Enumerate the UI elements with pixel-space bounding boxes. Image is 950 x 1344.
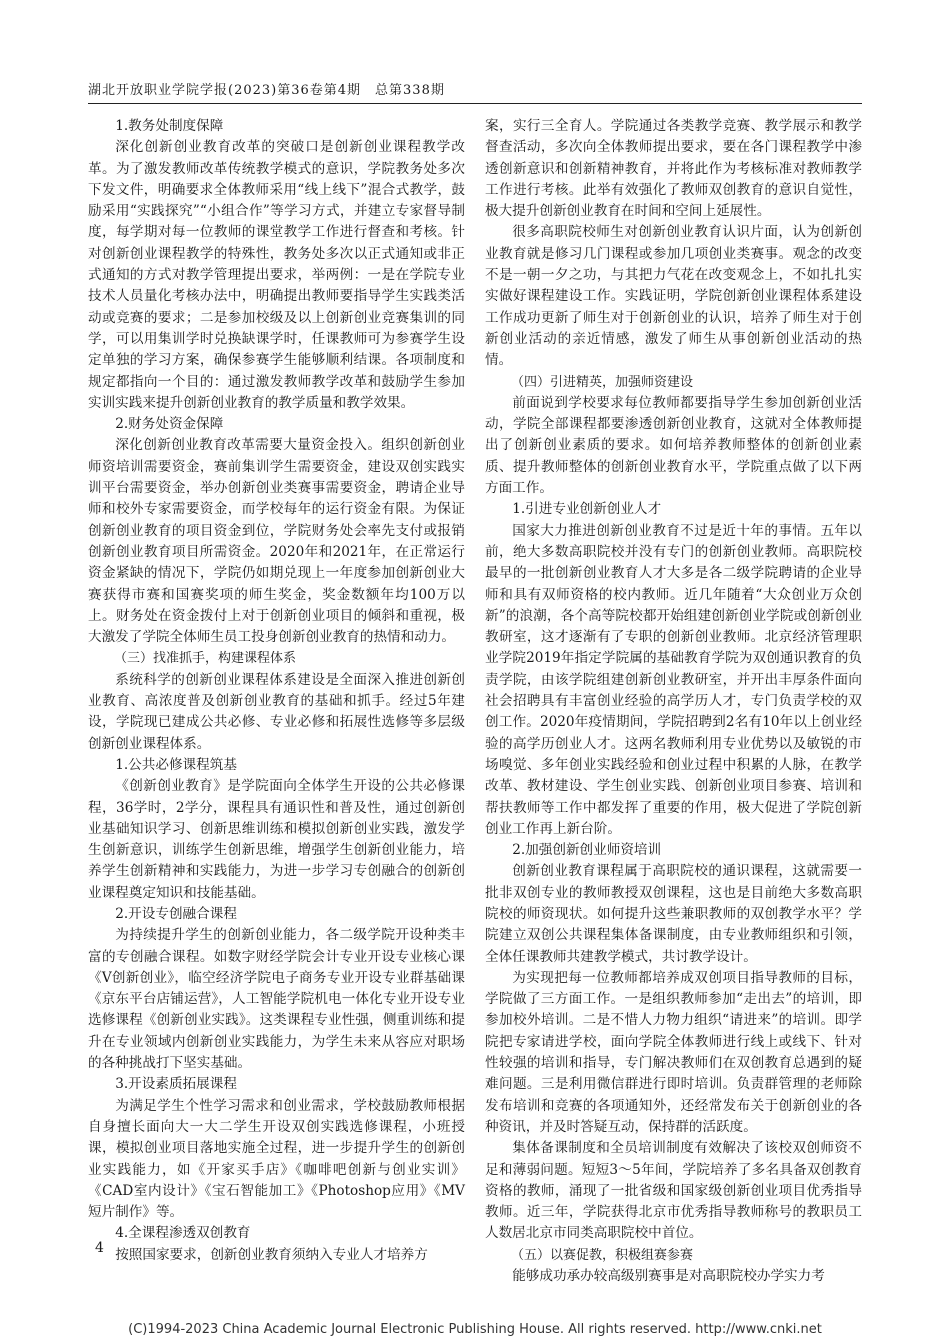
right-paragraph: 为实现把每一位教师都培养成双创项目指导教师的目标，学院做了三方面工作。一是组织教师参加“走出去”的培训，即参加校外培训。二是不惜人力物力组织“请进来”的培训。即学院把专家请进学校，面向学院全体教师进行线上或线下、针对性较强的培训和指导，专门解决教师们在双创教育总遇到的疑难问题。三是利用微信群进行即时培训。负责群管理的老师除发布培训和竞赛的各项通知外，还经常发布关于创新创业的各种资讯，并及时答疑互动，保持群的活跃度。: [485, 969, 862, 1135]
right-continued-paragraph: 案，实行三全育人。学院通过各类教学竞赛、教学展示和教学督查活动，多次向全体教师提出要求，要在各门课程教学中渗透创新意识和创新精神教育，并将此作为考核标准对教师教学工作进行考核。此举有效强化了教师双创教育的意识自觉性，极大提升创新创业教育在时间和空间上延展性。: [485, 118, 862, 220]
left-paragraph: 深化创新创业教育改革的突破口是创新创业课程教学改革。为了激发教师改革传统教学模式的意识，学院教务处多次下发文件，明确要求全体教师采用“线上线下”混合式教学，鼓励采用“实践探究”“小组合作”等学习方式，并建立专家督导制度，每学期对每一位教师的课堂教学工作进行督查和考核。针对创新创业课程教学的特殊性，教务处多次以正式通知或非正式通知的方式对教学管理提出要求，举两例：一是在学院专业技术人员量化考核办法中，明确提出教师要指导学生实践类活动或竞赛的要求；二是参加校级及以上创新创业竞赛集训的同学，可以用集训学时兑换缺课学时，任课教师可为参赛学生设定单独的学习方案，确保参赛学生能够顺利结课。各项制度和规定都指向一个目的：通过激发教师教学改革和鼓励学生参加实训实践来提升创新创业教育的教学质量和教学效果。: [88, 139, 465, 411]
left-paragraph: 系统科学的创新创业课程体系建设是全面深入推进创新创业教育、高浓度普及创新创业教育的基础和抓手。经过5年建设，学院现已建成公共必修、专业必修和拓展性选修等多层级创新创业课程体系。: [88, 671, 465, 752]
right-paragraph: 前面说到学校要求每位教师都要指导学生参加创新创业活动，学院全部课程都要渗透创新创业教育，这就对全体教师提出了创新创业素质的要求。如何培养教师整体的创新创业素质、提升教师整体的创新创业教育水平，学院重点做了以下两方面工作。: [485, 394, 862, 497]
right-paragraph: 能够成功承办较高级别赛事是对高职院校办学实力考: [512, 1268, 825, 1285]
right-paragraph: 很多高职院校师生对创新创业教育认识片面，认为创新创业教育就是修习几门课程或参加几项创业类赛事。观念的改变不是一朝一夕之功，与其把力气花在改变观念上，不如扎扎实实做好课程建设工作。实践证明，学院创新创业课程体系建设工作成功更新了师生对于创新创业的认识，培养了师生对于创新创业活动的亲近情感，激发了师生从事创新创业活动的热情。: [485, 224, 862, 369]
right-paragraph: 创新创业教育课程属于高职院校的通识课程，这就需要一批非双创专业的教师教授双创课程，这也是目前绝大多数高职院校的师资现状。如何提升这些兼职教师的双创教学水平？学院建立双创公共课程集体备课制度，由专业教师组织和引领，全体任课教师共建教学模式，共讨教学设计。: [485, 863, 862, 965]
left-column: [88, 116, 465, 1266]
left-subheading: 3.开设素质拓展课程: [115, 1076, 237, 1093]
left-paragraph: 按照国家要求，创新创业教育须纳入专业人才培养方: [115, 1246, 428, 1263]
copyright-footer: (C)1994-2023 China Academic Journal Electronic Publishing House. All rights reserved. http://www.cnki.net: [128, 1322, 822, 1337]
right-paragraph: 国家大力推进创新创业教育不过是近十年的事情。五年以前，绝大多数高职院校并没有专门的创新创业教师。高职院校最早的一批创新创业教育人才大多是各二级学院聘请的企业导师和具有双师资格的校内教师。近几年随着“大众创业万众创新”的浪潮，各个高等院校都开始组建创新创业学院或创新创业教研室，这才逐渐有了专职的创新创业教师。北京经济管理职业学院2019年指定学院属的基础教育学院为双创通识教育的负责学院，由该学院组建创新创业教研室，并开出丰厚条件面向社会招聘具有丰富创业经验的高学历人才，专门负责学校的双创工作。2020年疫情期间，学院招聘到2名有10年以上创业经验的高学历创业人才。这两名教师利用专业优势以及敏锐的市场嗅觉、多年创业实践经验和创业过程中积累的人脉，在教学改革、教材建设、学生创业实践、创新创业项目参赛、培训和帮扶教师等工作中都发挥了重要的作用，极大促进了学院创新创业工作再上新台阶。: [485, 522, 862, 837]
left-subheading: 1.公共必修课程筑基: [115, 756, 237, 773]
page-number: 4: [95, 1240, 104, 1256]
right-section-heading: （五）以赛促教，积极组赛参赛: [511, 1247, 694, 1263]
left-subheading: 1.教务处制度保障: [115, 118, 224, 134]
right-column: [485, 116, 862, 1287]
left-paragraph: 深化创新创业教育改革需要大量资金投入。组织创新创业师资培训需要资金，赛前集训学生需要资金，建设双创实践实训平台需要资金，举办创新创业类赛事需要资金，聘请企业导师和校外专家需要资金，而学校每年的运行资金有限。为保证创新创业教育的项目资金到位，学院财务处会率先支付或报销创新创业教育项目所需资金。2020年和2021年，在正常运行资金紧缺的情况下，学院仍如期兑现上一年度参加创新创业大赛获得市赛和国赛奖项的师生奖金，奖金数额年均100万以上。财务处在资金拨付上对于创新创业项目的倾斜和重视，极大激发了学院全体师生员工投身创新创业教育的热情和动力。: [88, 437, 465, 646]
right-section-heading: （四）引进精英，加强师资建设: [511, 374, 694, 390]
left-subheading: 2.财务处资金保障: [115, 416, 224, 433]
running-header: 湖北开放职业学院学报(2023)第36卷第4期 总第338期: [88, 83, 445, 98]
left-subheading: 4.全课程渗透双创教育: [115, 1225, 251, 1242]
left-paragraph: 为满足学生个性学习需求和创业需求，学校鼓励教师根据自身擅长面向大一大二学生开设双创实践选修课程，小班授课，模拟创业项目落地实施全过程，进一步提升学生的创新创业实践能力，如《开家买手店》《咖啡吧创新与创业实训》《CAD室内设计》《宝石智能加工》《Photoshop应用》《MV短片制作》等。: [88, 1097, 465, 1221]
right-subheading: 2.加强创新创业师资培训: [512, 842, 662, 859]
right-paragraph: 集体备课制度和全员培训制度有效解决了该校双创师资不足和薄弱问题。短短3～5年间，学院培养了多名具备双创教育资格的教师，涌现了一批省级和国家级创新创业项目优秀指导教师。近三年，学院获得北京市优秀指导教师称号的教职员工人数居北京市同类高职院校中首位。: [485, 1140, 862, 1242]
left-paragraph: 《创新创业教育》是学院面向全体学生开设的公共必修课程，36学时，2学分，课程具有通识性和普及性，通过创新创业基础知识学习、创新思维训练和模拟创新创业实践，激发学生创新意识，训练学生创新思维，增强学生创新创业能力，培养学生创新精神和实践能力，为进一步学习专创融合的创新创业课程奠定知识和技能基础。: [88, 778, 465, 901]
header-rule: [88, 103, 862, 104]
left-section-heading: （三）找准抓手，构建课程体系: [114, 651, 297, 667]
left-paragraph: 为持续提升学生的创新创业能力，各二级学院开设种类丰富的专创融合课程。如数字财经学院会计专业开设专业核心课《V创新创业》，临空经济学院电子商务专业开设专业群基础课《京东平台店铺运营》，人工智能学院机电一体化专业开设专业选修课程《创新创业实践》。这类课程专业性强，侧重训练和提升在专业领域内创新创业实践能力，为学生未来从容应对职场的各种挑战打下坚实基础。: [88, 927, 465, 1072]
left-subheading: 2.开设专创融合课程: [115, 905, 237, 922]
right-subheading: 1.引进专业创新创业人才: [512, 501, 662, 518]
